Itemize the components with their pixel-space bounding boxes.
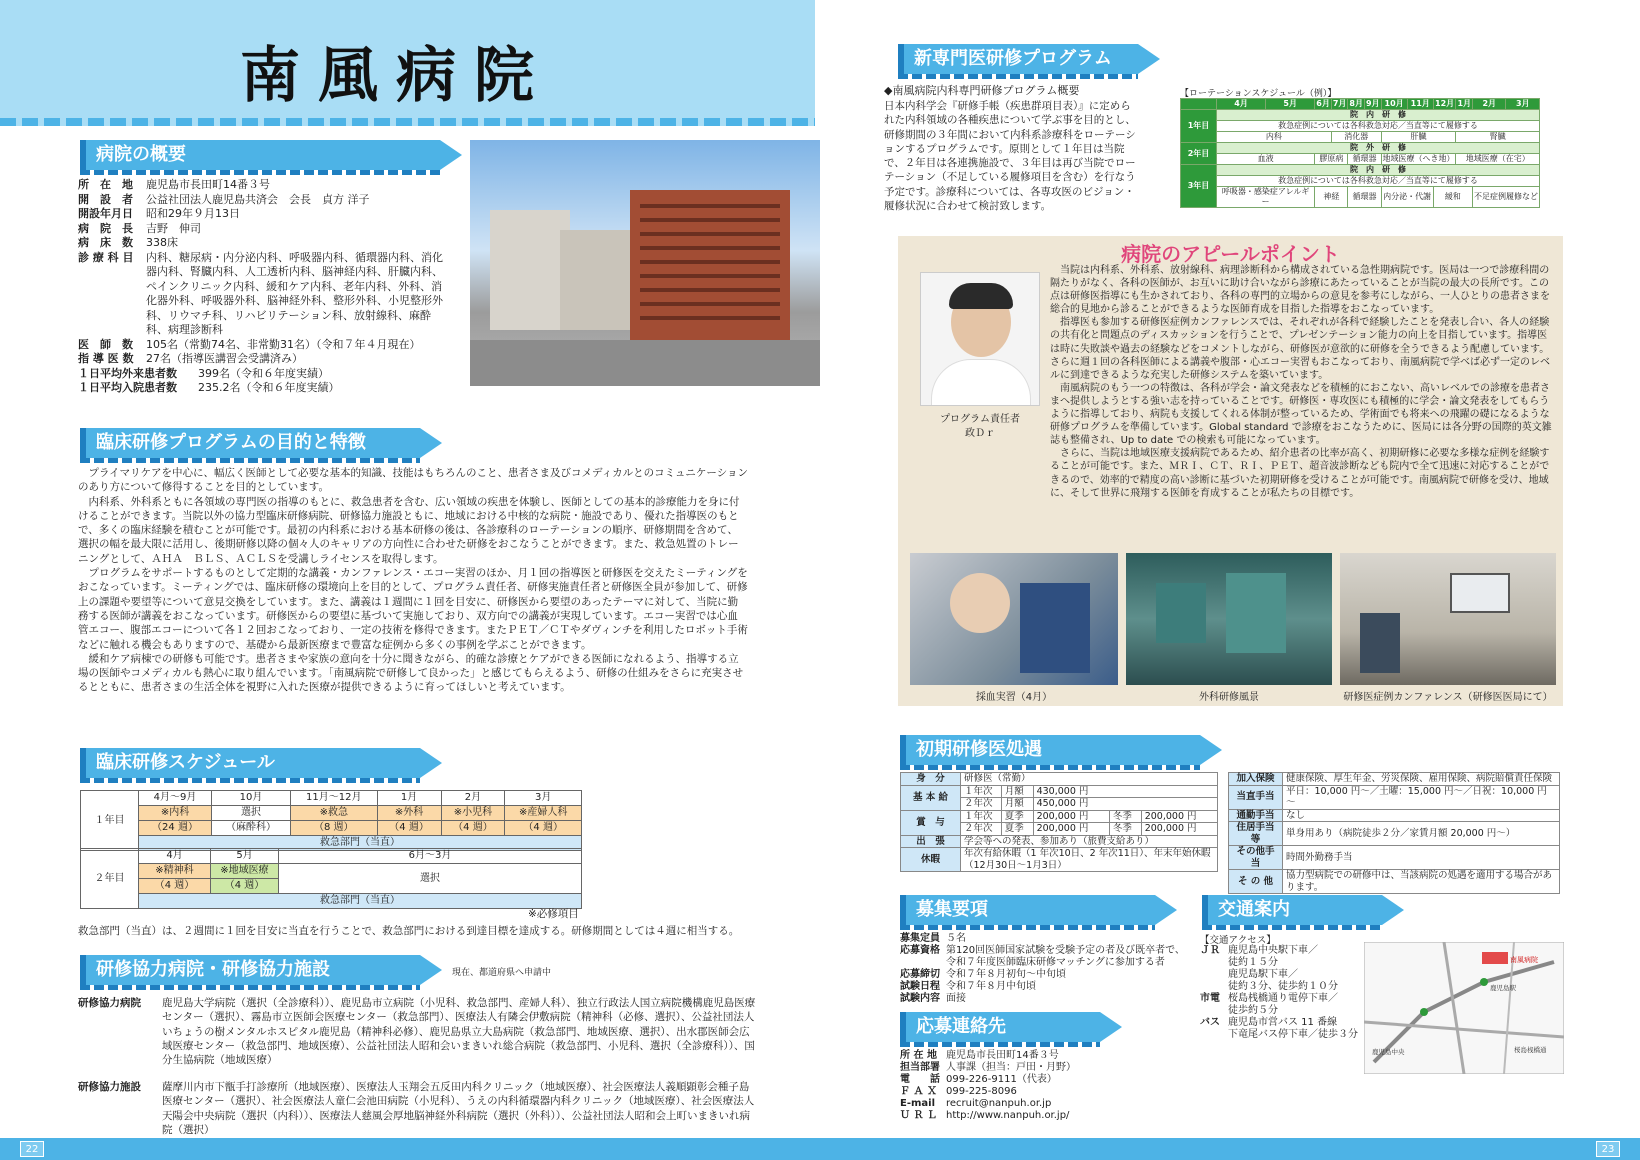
photo-caption-2: 外科研修風景 (1199, 692, 1259, 703)
overview-heading: 病院の概要 (80, 140, 440, 170)
schedule-required-note: ※必修項目 (528, 908, 579, 920)
map-label: 桜島桟橋通 (1514, 1046, 1547, 1054)
purpose-heading: 臨床研修プログラムの目的と特徴 (80, 428, 420, 458)
senmon-text: 日本内科学会『研修手帳（疾患群項目表）』に定められた内科領域の各種疾患について学ぶ事を目的とし、研修期間の３年間において内科系診療科をローテーションするプログラムです。原則として１年目は当院で、２年目は各連携施設で、３年目は再び当院でローテーション（不足している履修項目を含む）を行なう予定です。診療科については、各専攻医のビジョン・履修状況に合わせて検討致します。 (884, 100, 1136, 213)
hospital-marker-icon (1482, 952, 1508, 964)
access-row: バス 鹿児島市営バス 11 番線 (1200, 1017, 1338, 1028)
station-icon (1480, 978, 1488, 986)
contact-list (900, 1050, 1180, 1122)
recruit-heading: 募集要項 (900, 895, 1155, 925)
recruit-list (900, 933, 1190, 1005)
schedule-table-y2: ２年目 4月 5月 6月～3月 ※精神科 ※地域医療 選択 （4 週） （4 週） 救急部門（当直） (80, 848, 582, 909)
recruit-row: 募集定員 ５名 (900, 933, 966, 944)
page-number-right: 23 (1596, 1141, 1620, 1157)
salary-table-right: 加入保険 健康保険、厚生年金、労災保険、雇用保険、病院賠償責任保険 当直手当 平日：10,000 円～／土曜：15,000 円～／日祝：10,000 円～ 通勤手当 なし 住居手当等 単身用あり（病院徒歩２分／家賃月額 20,000 円～） その他手当 時間外勤務手当 そ の 他 協力型病院での研修中は、当該病院の処遇を適用する場合があります。 (1228, 772, 1560, 894)
access-row: 下竜尾バス停下車／徒歩３分 (1228, 1029, 1358, 1040)
doctor-name: 政Ｄｒ (965, 428, 995, 439)
map-label: 鹿児島中央 (1372, 1048, 1405, 1056)
appeal-text: 当院は内科系、外科系、放射線科、病理診断科から構成されている急性期病院です。医局は一つで診療科間の隔たりがなく、各科の医師が、お互いに助け合いながら診療にあたっていることが当院の最大の長所です。この点は研修医指導にも生かされており、各科の専門的立場からの意見を参考にしながら、一人ひとりの患者さまを総合的見地から診ることができるような医師育成を目指した指導をおこなっています。 指導医も参加する研修医症例カンファレンスでは、それぞれが各科で経験したことを発表し合い、各人の経験の共有化と問題点のディスカッションを行うことで、プレゼンテーション能力の向上を目指しています。指導医は時に失敗談や過去の経験などをコメントしながら、研修医が意欲的に研修を全うできるよう配慮しています。さらに週１回の各科医師による講義や腹部・心エコー実習もおこなっており、南風病院で学べば必ず一定のレベルに到達できるような充実した研修システムを築いています。 南風病院のもう一つの特徴は、各科が学会・論文発表などを積極的におこない、高いレベルでの診療を患者さまへ提供しようとする強い志を持っていることです。研修医・専攻医にも積極的に学会・論文発表をしてもらうように指導しており、病院も支援してくれる体制が整っているため、学術面でも将来への飛躍の礎になるような研修プログラムを準備しています。Global standard で診療をおこなうために、医局には各分野の国際的英文雑誌も整備され、Up to date での検索も可能になっています。 さらに、当院は地域医療支援病院であるため、紹介患者の比率が高く、初期研修に必要な多様な症例を経験することが可能です。また、ＭＲＩ、ＣＴ、ＲＩ、ＰＥＴ、超音波診断なども院内で全て迅速に対応することができるので、効率的で精度の高い診断に基づいた初期研修を受けることが可能です。南風病院で研修を受け、地域に、そして世界に飛翔する医師を育成することが私たちの目標です。 (1050, 265, 1552, 499)
recruit-row: 応募締切 令和７年８月初旬～中旬頃 (900, 969, 1066, 980)
access-row: ＪＲ 鹿児島中央駅下車／ (1200, 945, 1318, 956)
contact-row: 所 在 地 鹿児島市長田町14番３号 (900, 1050, 1059, 1061)
photo-caption-3: 研修医症例カンファレンス（研修医医局にて） (1343, 692, 1553, 703)
overview-row: 医 師 数 105名（常勤74名、非常勤31名）（令和７年４月現在） (78, 337, 421, 351)
overview-row: 診 療 科 目 内科、糖尿病・内分泌内科、呼吸器内科、循環器内科、消化器内科、腎臓内科、人工透析内科、脳神経内科、肝臓内科、ペインクリニック内科、緩和ケア内科、老年内科、外科、消化器外科、呼吸器外科、脳神経外科、整形外科、小児整形外科、リウマチ科、リハビリテーション科、放射線科、麻酔科、病理診断科 (78, 250, 443, 336)
page-title: 南風病院 (240, 41, 552, 111)
access-list (1200, 945, 1360, 1041)
overview-row: 指 導 医 数 27名（指導医講習会受講済み） (78, 352, 303, 365)
footer-bar (0, 1138, 1640, 1160)
title-banner-bottom (0, 118, 815, 126)
access-row: 鹿児島駅下車／ (1228, 969, 1298, 980)
overview-row: 開 設 者 公益社団法人鹿児島共済会 会長 貞方 洋子 (78, 192, 370, 206)
access-sub: 【交通アクセス】 (1200, 935, 1276, 946)
contact-heading: 応募連絡先 (900, 1012, 1100, 1042)
overview-row: １日平均外来患者数 399名（令和６年度実績） (78, 366, 329, 380)
contact-row: Ｆ Ａ Ｘ 099-225-8096 (900, 1086, 1017, 1097)
senmon-sub: ◆南風病院内科専門研修プログラム概要 (884, 84, 1080, 97)
contact-row: 担当部署 人事課（担当：戸田・月野） (900, 1062, 1076, 1073)
purpose-text: プライマリケアを中心に、幅広く医師として必要な基本的知識、技能はもちろんのこと、患者さま及びコメディカルとのコミュニケーションのあり方について修得することを目的としています。 内科系、外科系ともに各領域の専門医の指導のもとに、救急患者を含む、広い領域の疾患を体験し、医師としての基本的診療能力を身に付けることができます。当院以外の協力型臨床研修病院、研修協力施設ともに、地域における中核的な病院・施設であり、優れた指導医のもとで、多くの臨床経験を積むことが可能です。最初の内科系における基本研修の後は、各診療科のローテーションの順序、研修期間を含めて、選択の幅を最大限に活用し、後期研修以降の個々人のキャリアの方向性に合わせた研修をおこなうことができます。また、救急処置のトレーニングとして、ＡＨＡ ＢＬＳ、ＡＣＬＳを受講しライセンスを取得します。 プログラムをサポートするものとして定期的な講義・カンファレンス・エコー実習のほか、月１回の指導医と研修医を交えたミーティングをおこなっています。ミーティングでは、臨床研修の環境向上を目的として、プログラム責任者、研修実施責任者と研修医全員が参加して、研修上の課題や要望等について意見交換をしています。また、講義は１週間に１回を目安に、研修医から要望のあったテーマに対して、当院に勤務する医師が講義をおこなっています。研修医からの要望に基づいて実施しており、双方向での講義が実現しています。エコー実習では心血管エコー、腹部エコーについて各１２回おこなっており、一定の技術を修得できます。またＰＥＴ／ＣＴやダヴィンチを利用したロボット手術などに触れる機会もありますので、基礎から最新医療まで豊富な症例から多くの事例を学ぶことができます。 緩和ケア病棟での研修も可能です。患者さまや家族の意向を十分に聞きながら、的確な診療とケアができる医師になれるよう、指導する立場の医師やコメディカルも熱心に取り組んでいます。「南風病院で研修して良かった」と感じてもらえるよう、研修の仕組みをさらに充実させるとともに、患者さまの生活全体を視野に入れた医療が提供できるように育ってほしいと考えています。 (78, 467, 749, 694)
station-icon (1420, 1008, 1428, 1016)
schedule-heading: 臨床研修スケジュール (80, 748, 420, 778)
contact-row: Ｕ Ｒ Ｌ http://www.nanpuh.or.jp/ (900, 1110, 1070, 1121)
overview-row: 病 院 長 吉野 伸司 (78, 221, 201, 235)
salary-table-left: 身 分 研修医（常勤） 基 本 給 １年次 月額 430,000 円 ２年次 月額 450,000 円 賞 与 １年次 夏季 200,000 円 冬季 200,000 円 ２年次 夏季 200,000 円 冬季 200,000 円 出 張 学会等への発表、参加あり（旅費支給あり） 休暇 年次有給休暇（1 年次10日、2 年次11日）、年末年始休暇（12月30日～1月3日） (900, 772, 1218, 872)
contact-row: 電 話 099-226-9111（代表） (900, 1074, 1057, 1085)
overview-row: 所 在 地 鹿児島市長田町14番３号 (78, 178, 270, 191)
schedule-table-y1: １年目 4月～9月 10月 11月～12月 1月 2月 3月 ※内科 選択 ※救急 ※外科 ※小児科 ※産婦人科 （24 週） （麻酔科） （8 週） （4 週） （4 週） （4 週） 救急部門（当直） (80, 790, 582, 851)
overview-row: 病 床 数 338床 (78, 236, 178, 249)
access-row: 徒歩約５分 (1228, 1005, 1278, 1016)
contact-row: E-mail recruit@nanpuh.or.jp (900, 1098, 1052, 1109)
access-row: 徒約１５分 (1228, 957, 1278, 968)
treat-heading: 初期研修医処遇 (900, 735, 1200, 765)
access-row: 市電 桜島桟橋通り電停下車／ (1200, 993, 1338, 1004)
map-label: 鹿児島駅 (1490, 984, 1516, 992)
coop-hospitals: 研修協力病院 鹿児島大学病院（選択（全診療科））、鹿児島市立病院（小児科、救急部門、産婦人科）、独立行政法人国立病院機構鹿児島医療センター（選択）、霧島市立医師会医療センター（救急部門）、医療法人有隣会伊敷病院（精神科（必修、選択）、公益社団法人いちょうの樹メンタルホスピタル鹿児島（精神科必修）、鹿児島県立大島病院（救急部門、地域医療、選択）、出水郡医師会広域医療センター（救急部門、地域医療）、公益社団法人昭和会いまきいれ総合病院（救急部門、小児科、選択（全診療科））、国分生協病院（地域医療） (78, 997, 756, 1067)
doctor-portrait (920, 272, 1040, 406)
map-label: 南風病院 (1510, 956, 1538, 964)
coop-facilities: 研修協力施設 薩摩川内市下甑手打診療所（地域医療）、医療法人玉翔会五反田内科クリニック（地域医療）、社会医療法人義順顕彰会種子島医療センター（選択）、社会医療法人童仁会池田病院（小児科）、うえの内科循環器内科クリニック（地域医療）、社会医療法人天陽会中央病院（選択（内科））、医療法人慈風会厚地脳神経外科病院（選択（外科））、公益社団法人昭和会上町いまきいれ病院（選択） (78, 1081, 755, 1136)
photo-conference (1340, 553, 1556, 685)
overview-row: 開設年月日 昭和29年９月13日 (78, 207, 240, 220)
recruit-row: 試験日程 令和７年８月中旬頃 (900, 981, 1036, 992)
hospital-building-photo (470, 140, 820, 386)
access-row: 徒約３分、徒歩約１０分 (1228, 981, 1338, 992)
overview-row: １日平均入院患者数 235.2名（令和６年度実績） (78, 381, 340, 394)
senmon-heading: 新専門医研修プログラム (898, 44, 1138, 74)
recruit-row: 試験内容 面接 (900, 993, 966, 1004)
rotation-title: 【ローテーションスケジュール（例）】 (1180, 89, 1337, 99)
page-number-left: 22 (20, 1141, 44, 1157)
access-map[interactable] (1364, 942, 1564, 1074)
access-heading: 交通案内 (1202, 895, 1382, 925)
photo-blood-draw (910, 553, 1118, 685)
doctor-caption: プログラム責任者 (940, 414, 1020, 425)
photo-surgery (1126, 553, 1332, 685)
coop-heading: 研修協力病院・研修協力施設 (80, 955, 420, 985)
photo-caption-1: 採血実習（4月） (975, 692, 1053, 703)
recruit-row: 応募資格 第120回医師国家試験を受験予定の者及び既卒者で、令和７年度医師臨床研修マッチングに参加する者 (900, 945, 1185, 968)
coop-note: 現在、都道府県へ申請中 (452, 968, 552, 978)
rotation-table: 4月 5月 6月 7月 8月 9月 10月 11月 12月 1月 2月 3月 1年目 院 内 研 修 救急症例については各科救急対応／当直等にて履修する 内科 消化器 肝臓 腎臓 2年目 院 外 研 修 血液 膠原病 循環器 地域医療（へき地） 地域医療（在宅） 3年目 院 内 研 修 救急症例については各科救急対応／当直等にて履修する 呼吸器・感染症アレルギー 神経 循環器 内分泌・代謝 緩和 不足症例履修など (1180, 98, 1540, 208)
overview-list (78, 178, 448, 396)
schedule-footnote: 救急部門（当直）は、２週間に１回を目安に当直を行うことで、救急部門における到達目標を達成する。研修期間としては４週に相当する。 (78, 925, 740, 937)
appeal-heading: 病院のアピールポイント (1121, 242, 1340, 266)
